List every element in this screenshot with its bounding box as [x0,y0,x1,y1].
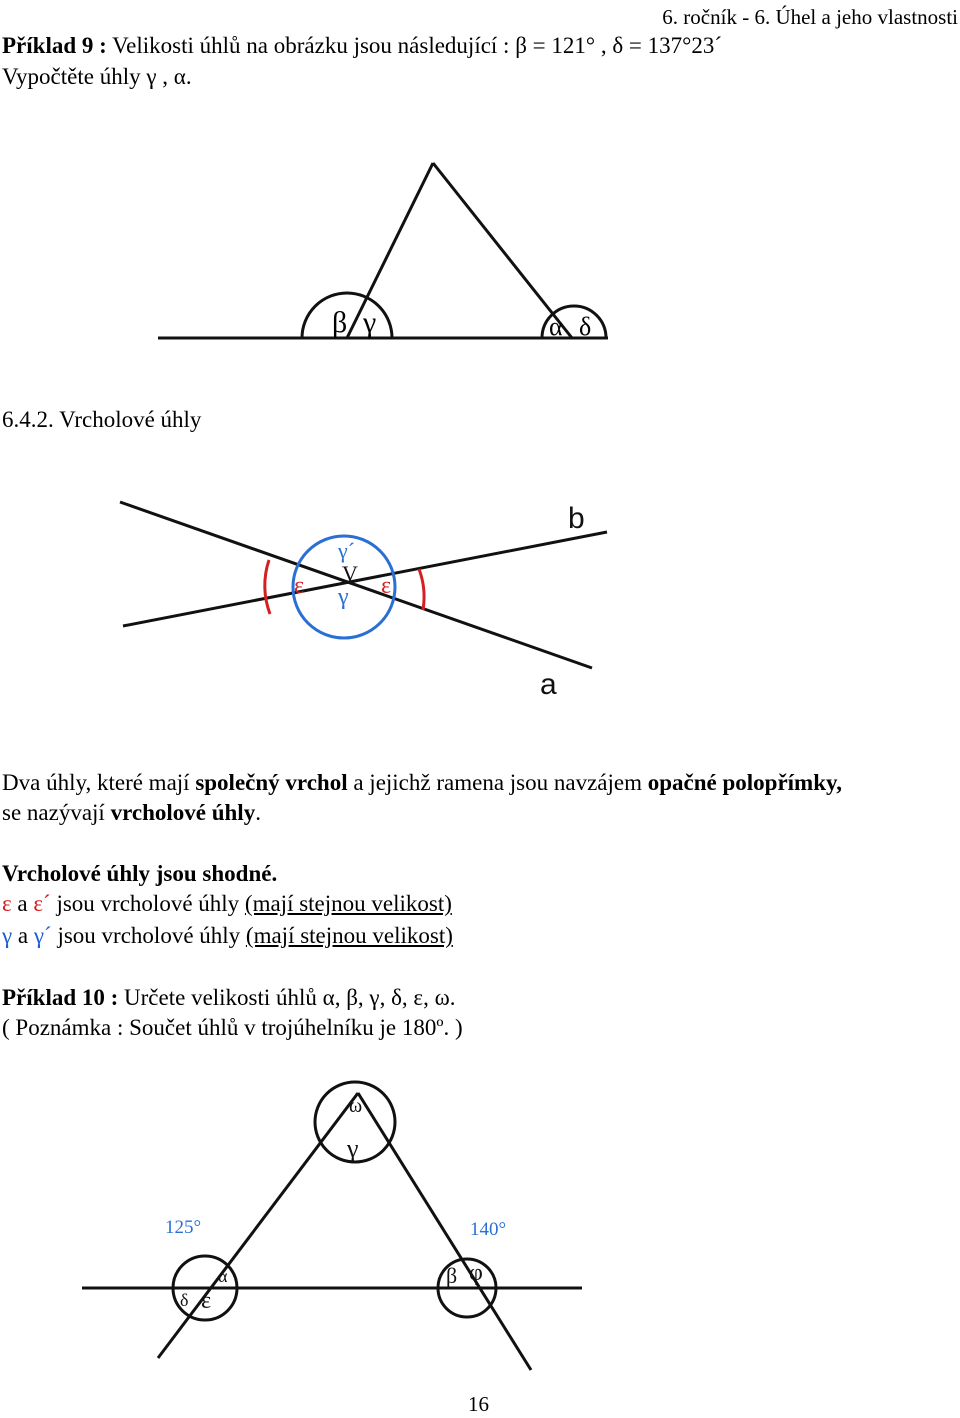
epsilon-right-arc [419,569,424,610]
section-title: Vrcholové úhly [59,407,202,432]
gamma-label: γ [338,584,349,610]
pair2-text: jsou vrcholové úhly [51,923,246,948]
definition-line-2 [2,799,261,827]
gamma-prime-symbol: γ´ [33,923,52,948]
angle-125-label: 125° [165,1217,202,1238]
fig3-epsilon-label: ε [201,1288,212,1314]
top-circle [315,1082,395,1162]
definition-text-3: se nazývají [2,800,111,825]
fig3-alpha-label: α [218,1266,228,1286]
epsilon-left-label: ε [294,573,305,599]
pair1-and: a [11,891,34,916]
definition-text-2: a jejichž ramena jsou navzájem [347,770,648,795]
line-a-label: a [540,668,557,701]
running-title: 6. ročník - 6. Úhel a jeho vlastnosti [662,5,958,29]
example-10-label: Příklad 10 : [2,985,119,1010]
example-9-text: Velikosti úhlů na obrázku jsou následující : β = 121° , δ = 137°23´ [112,33,722,58]
right-side-extended [358,1093,531,1370]
left-side-extended [158,1093,358,1358]
epsilon-symbol: ε [2,891,12,916]
gamma-prime-label: γ´ [338,538,356,563]
example-10-text: Určete velikosti úhlů α, β, γ, δ, ε, ω. [124,985,456,1010]
epsilon-pair-line [2,890,452,918]
left-circle [173,1256,237,1320]
fig1-delta-label: δ [579,312,592,341]
example-9-statement [2,32,722,60]
fig3-delta-label: δ [180,1290,189,1310]
epsilon-right-label: ε [381,573,392,599]
example-10-note: ( Poznámka : Součet úhlů v trojúhelníku je 180º. ) [2,1015,463,1040]
beta-gamma-circle [302,293,392,338]
definition-bold-1: společný vrchol [195,770,348,795]
line-b-label: b [568,502,585,535]
pair2-and: a [12,923,34,948]
example-9-label: Příklad 9 : [2,33,107,58]
property-title: Vrcholové úhly jsou shodné. [2,861,278,886]
definition-bold-3: vrcholové úhly [110,800,256,825]
epsilon-left-arc [265,560,270,614]
triangle-right-side [433,163,572,338]
example-9-task: Vypočtěte úhly γ , α. [2,64,192,89]
section-number: 6.4.2. [2,407,54,432]
definition-line-1 [2,769,842,797]
vertex-label: V [342,561,358,586]
omega-label: ω [349,1095,363,1117]
definition-end: . [255,800,261,825]
definition-bold-2: opačné polopřímky, [647,770,842,795]
fig1-gamma-label: γ [363,306,377,339]
epsilon-prime-symbol: ε´ [33,891,51,916]
section-heading [2,406,201,434]
pair2-underlined: (mají stejnou velikost) [245,923,453,948]
fig3-phi-label: φ [469,1260,483,1286]
example-10-statement [2,984,455,1012]
fig3-gamma-label: γ [347,1134,359,1163]
page-number: 16 [468,1392,489,1416]
gamma-pair-line [2,922,453,950]
pair1-underlined: (mají stejnou velikost) [244,891,452,916]
pair1-text: jsou vrcholové úhly [50,891,245,916]
triangle-left-side [347,163,433,338]
gamma-symbol: γ [2,923,13,948]
definition-text-1: Dva úhly, které mají [2,770,196,795]
alpha-delta-circle [542,306,606,338]
angle-140-label: 140° [470,1219,507,1240]
gamma-circle [293,536,395,638]
fig3-beta-label: β [446,1263,458,1288]
fig1-alpha-label: α [549,312,563,341]
right-circle [438,1259,496,1317]
line-b [123,532,607,626]
line-a [120,502,592,668]
fig1-beta-label: β [332,306,348,339]
